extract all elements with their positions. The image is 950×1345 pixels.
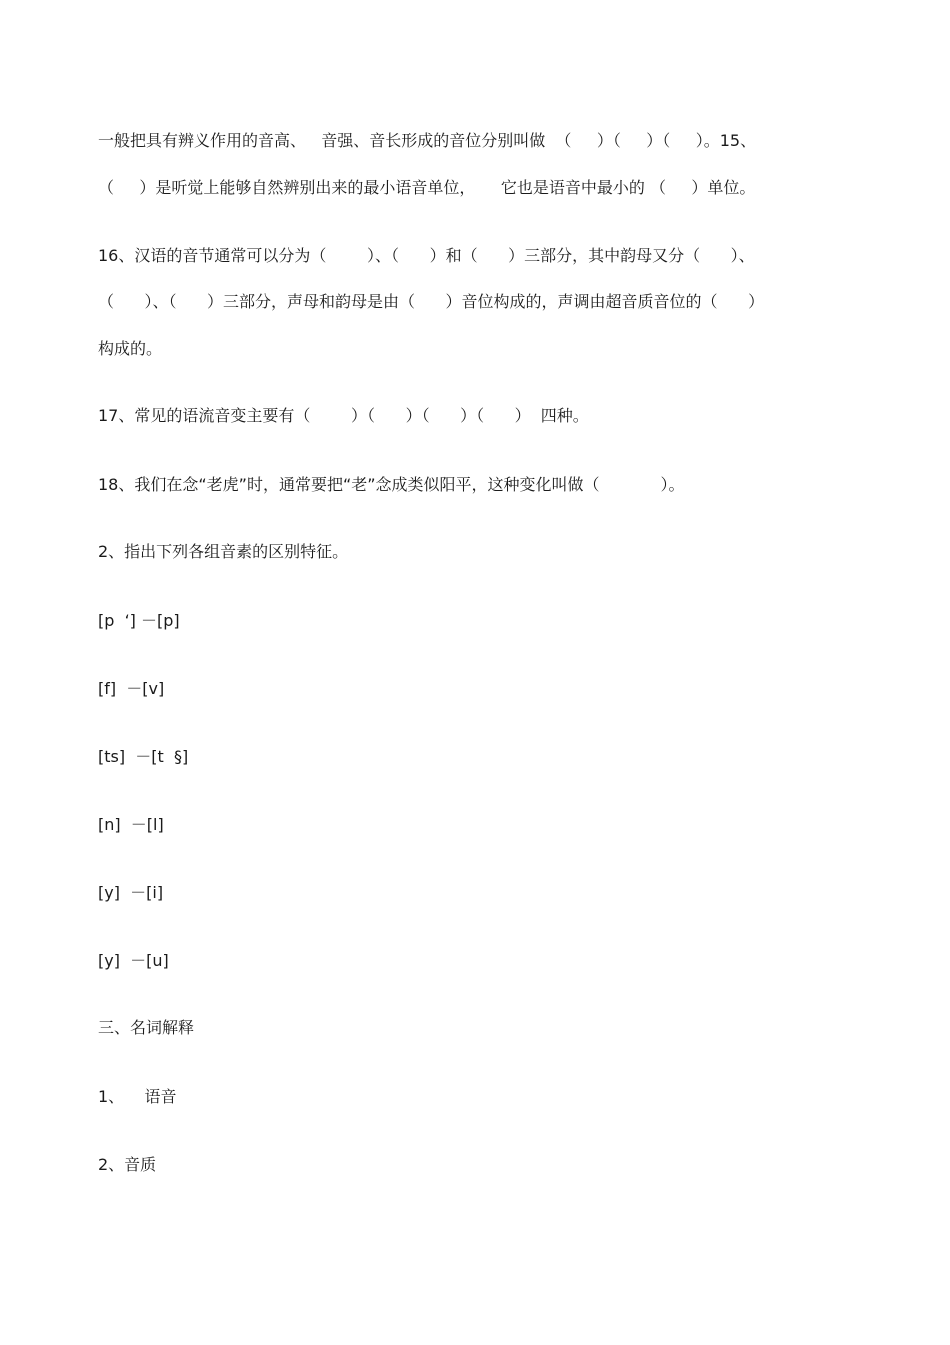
phoneme-pair-5: [y] －[i] <box>98 883 164 902</box>
phoneme-pair-1: [p ‘] －[p] <box>98 611 180 630</box>
phoneme-pair-4: [n] －[l] <box>98 815 164 834</box>
fill-in-question-14: 一般把具有辨义作用的音高、 音强、音长形成的音位分别叫做 （ ）（ ）（ ）。15、 <box>98 131 757 150</box>
phoneme-pair-3: [ts] －[t §] <box>98 747 189 766</box>
fill-in-question-16-line-3: 构成的。 <box>98 339 163 358</box>
phoneme-pair-2: [f] －[v] <box>98 679 165 698</box>
fill-in-question-15: （ ）是听觉上能够自然辨别出来的最小语音单位， 它也是语音中最小的 （ ）单位。 <box>98 178 756 197</box>
section-2-heading: 2、指出下列各组音素的区别特征。 <box>98 542 349 561</box>
fill-in-question-16-line-1: 16、汉语的音节通常可以分为（ ）、（ ）和（ ）三部分，其中韵母又分（ ）、 <box>98 246 755 265</box>
fill-in-question-18: 18、我们在念“老虎”时，通常要把“老”念成类似阳平，这种变化叫做（ ）。 <box>98 475 685 494</box>
section-3-heading: 三、名词解释 <box>98 1018 195 1037</box>
fill-in-question-16-line-2: （ ）、（ ）三部分，声母和韵母是由（ ）音位构成的，声调由超音质音位的（ ） <box>98 292 765 311</box>
term-2: 2、音质 <box>98 1155 157 1174</box>
term-1: 1、 语音 <box>98 1087 177 1106</box>
fill-in-question-17: 17、常见的语流音变主要有（ ）（ ）（ ）（ ） 四种。 <box>98 406 589 425</box>
phoneme-pair-6: [y] －[u] <box>98 951 169 970</box>
